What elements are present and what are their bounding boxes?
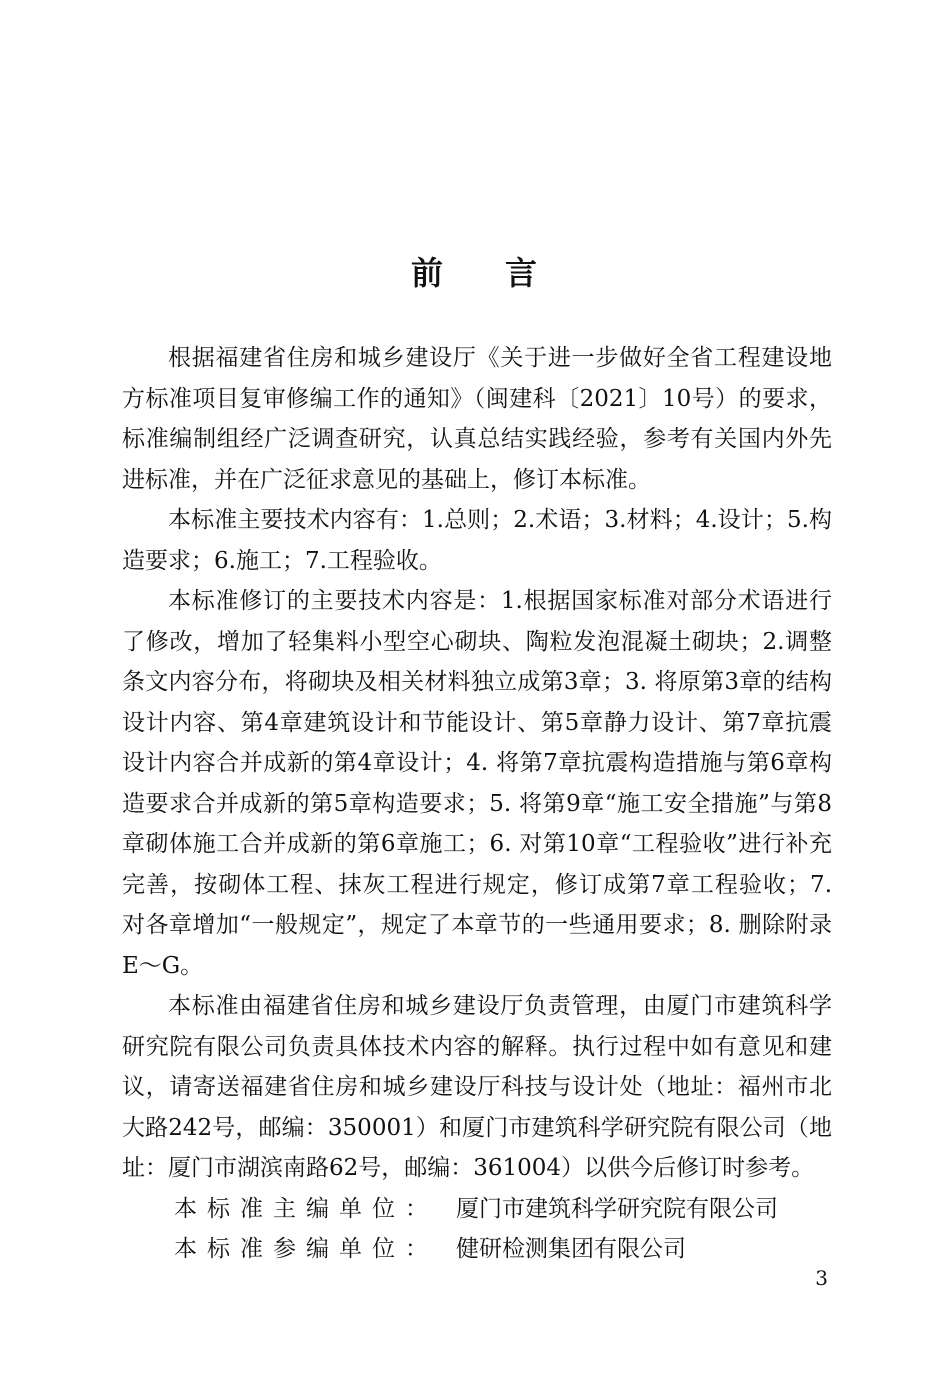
paragraph-revisions: 本标准修订的主要技术内容是：1.根据国家标准对部分术语进行了修改，增加了轻集料小型空心砌块、陶粒发泡混凝土砌块；2.调整条文内容分布，将砌块及相关材料独立成第3章；3. 将原第3章的结构设计内容、第4章建筑设计和节能设计、第5章静力设计、第7章抗震设计内容合并成新的第4章设计；4. 将第7章抗震构造措施与第6章构造要求合并成新的第5章构造要求；5. 将第9章“施工安全措施”与第8章砌体施工合并成新的第6章施工；6. 对第10章“工程验收”进行补充完善，按砌体工程、抹灰工程进行规定，修订成第7章工程验收；7. 对各章增加“一般规定”，规定了本章节的一些通用要求；8. 删除附录E～G。 [122,588,832,979]
page-title [0,248,950,294]
unit-row-chief [122,1189,832,1230]
unit-value: 厦门市建筑科学研究院有限公司 [456,1195,778,1222]
title-char-left: 前 [410,254,445,292]
paragraph-management: 本标准由福建省住房和城乡建设厅负责管理，由厦门市建筑科学研究院有限公司负责具体技术内容的解释。执行过程中如有意见和建议，请寄送福建省住房和城乡建设厅科技与设计处（地址：福州市北大路242号，邮编：350001）和厦门市建筑科学研究院有限公司（地址：厦门市湖滨南路62号，邮编：361004）以供今后修订时参考。 [122,993,832,1181]
unit-value: 健研检测集团有限公司 [456,1236,686,1262]
unit-row-participating [122,1229,832,1270]
paragraph-main-contents: 本标准主要技术内容有：1.总则；2.术语；3.材料；4.设计；5.构造要求；6.施工；7.工程验收。 [122,507,832,574]
unit-label: 本标准主编单位： [174,1195,438,1222]
title-char-right: 言 [505,254,540,292]
preface-body [122,338,832,1270]
page-number: 3 [815,1266,828,1290]
editing-units [122,1189,832,1270]
paragraph-basis: 根据福建省住房和城乡建设厅《关于进一步做好全省工程建设地方标准项目复审修编工作的通知》（闽建科〔2021〕10号）的要求，标准编制组经广泛调查研究，认真总结实践经验，参考有关国内外先进标准，并在广泛征求意见的基础上，修订本标准。 [122,345,832,493]
unit-label: 本标准参编单位： [174,1236,438,1262]
